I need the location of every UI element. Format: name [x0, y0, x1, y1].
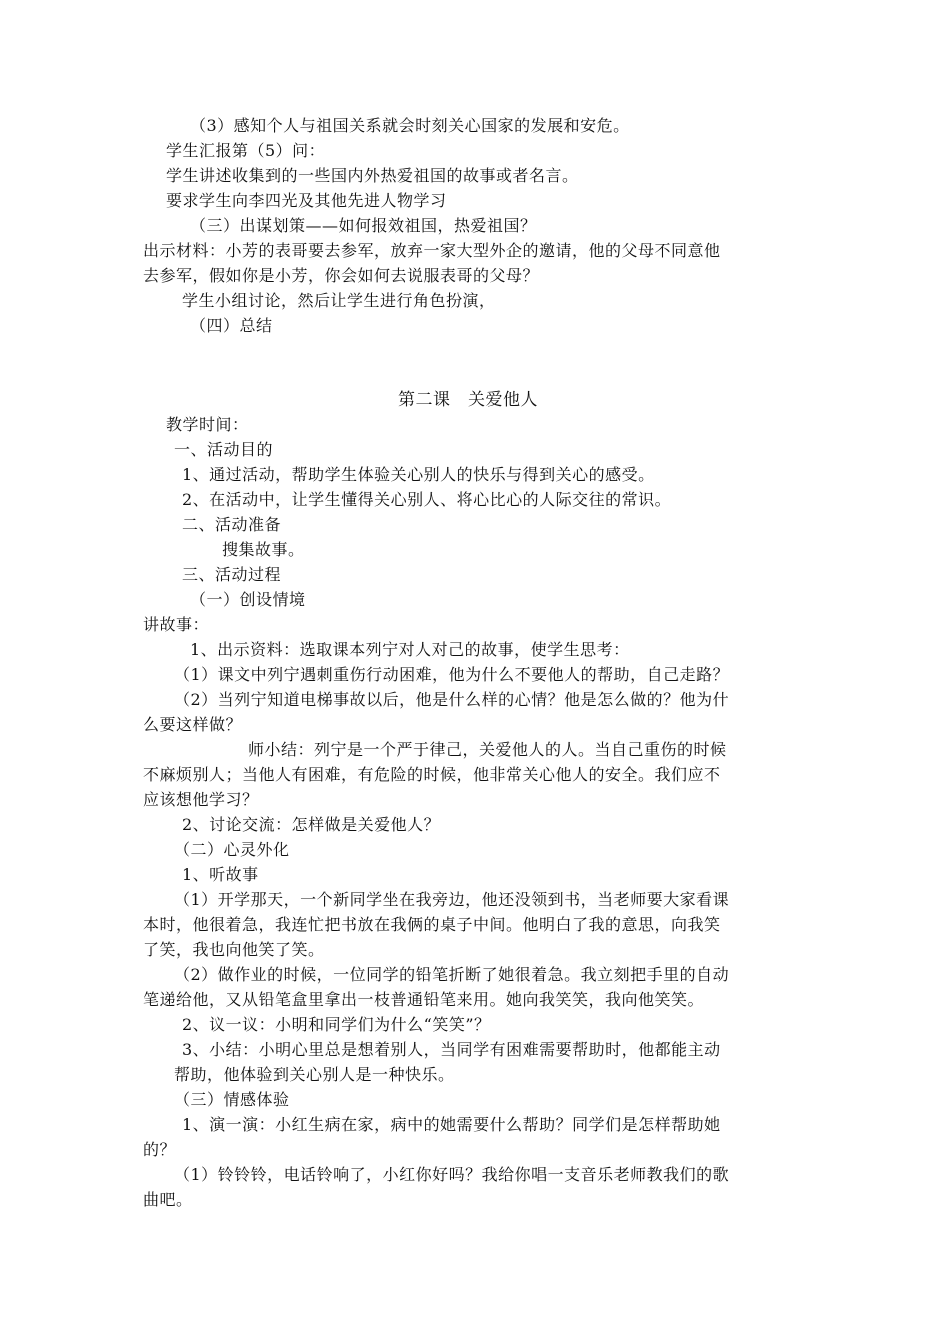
text-line: 2、讨论交流：怎样做是关爱他人？ — [182, 815, 441, 834]
text-line: （1）课文中列宁遇刺重伤行动困难，他为什么不要他人的帮助，自己走路？ — [174, 665, 730, 684]
subsection-heading: （三）情感体验 — [174, 1090, 290, 1109]
text-line: 学生讲述收集到的一些国内外热爱祖国的故事或者名言。 — [166, 166, 579, 185]
text-line: 本时，他很着急，我连忙把书放在我俩的桌子中间。他明白了我的意思，向我笑 — [143, 915, 721, 934]
text-line: 1、出示资料：选取课本列宁对人对己的故事，使学生思考： — [190, 640, 630, 659]
text-line: （2）做作业的时候，一位同学的铅笔折断了她很着急。我立刻把手里的自动 — [174, 965, 730, 984]
text-line: 应该想他学习？ — [143, 790, 259, 809]
text-line: 教学时间： — [166, 415, 249, 434]
text-line: 了笑，我也向他笑了笑。 — [143, 940, 325, 959]
text-line: 学生汇报第（5）问： — [166, 141, 326, 160]
text-line: （四）总结 — [190, 316, 273, 335]
text-line: 搜集故事。 — [222, 540, 305, 559]
text-line: 不麻烦别人；当他人有困难，有危险的时候，他非常关心他人的安全。我们应不 — [143, 765, 721, 784]
text-line: 3、小结：小明心里总是想着别人，当同学有困难需要帮助时，他都能主动 — [182, 1040, 721, 1059]
text-line: 要求学生向李四光及其他先进人物学习 — [166, 191, 447, 210]
text-line: 2、议一议：小明和同学们为什么“笑笑”？ — [182, 1015, 491, 1034]
subsection-heading: （二）心灵外化 — [174, 840, 290, 859]
text-line: 去参军，假如你是小芳，你会如何去说服表哥的父母？ — [143, 266, 540, 285]
text-line: 讲故事： — [143, 615, 210, 634]
text-line: 出示材料：小芳的表哥要去参军，放弃一家大型外企的邀请，他的父母不同意他 — [143, 241, 721, 260]
text-line: （1）开学那天，一个新同学坐在我旁边，他还没领到书，当老师要大家看课 — [174, 890, 730, 909]
text-line: 的？ — [143, 1140, 177, 1159]
subsection-heading: （一）创设情境 — [190, 590, 306, 609]
text-line: （3）感知个人与祖国关系就会时刻关心国家的发展和安危。 — [190, 116, 630, 135]
text-line: （2）当列宁知道电梯事故以后，他是什么样的心情？他是怎么做的？他为什 — [174, 690, 730, 709]
text-line: 笔递给他，又从铅笔盒里拿出一枝普通铅笔来用。她向我笑笑，我向他笑笑。 — [143, 990, 705, 1009]
text-line: 1、演一演：小红生病在家，病中的她需要什么帮助？同学们是怎样帮助她 — [182, 1115, 721, 1134]
text-line: 学生小组讨论，然后让学生进行角色扮演， — [182, 291, 496, 310]
text-line: 1、听故事 — [182, 865, 259, 884]
lesson-title: 第二课 关爱他人 — [398, 390, 538, 410]
text-line: 2、在活动中，让学生懂得关心别人、将心比心的人际交往的常识。 — [182, 490, 672, 509]
text-line: 师小结：列宁是一个严于律己，关爱他人的人。当自己重伤的时候 — [248, 740, 727, 759]
text-line: 曲吧。 — [143, 1190, 193, 1209]
text-line: 1、通过活动，帮助学生体验关心别人的快乐与得到关心的感受。 — [182, 465, 655, 484]
text-line: （1）铃铃铃，电话铃响了，小红你好吗？我给你唱一支音乐老师教我们的歌 — [174, 1165, 730, 1184]
section-heading: 三、活动过程 — [182, 565, 282, 584]
section-heading: 一、活动目的 — [174, 440, 274, 459]
text-line: 帮助，他体验到关心别人是一种快乐。 — [174, 1065, 455, 1084]
section-heading: 二、活动准备 — [182, 515, 282, 534]
text-line: 么要这样做？ — [143, 715, 243, 734]
text-line: （三）出谋划策——如何报效祖国，热爱祖国？ — [190, 216, 537, 235]
